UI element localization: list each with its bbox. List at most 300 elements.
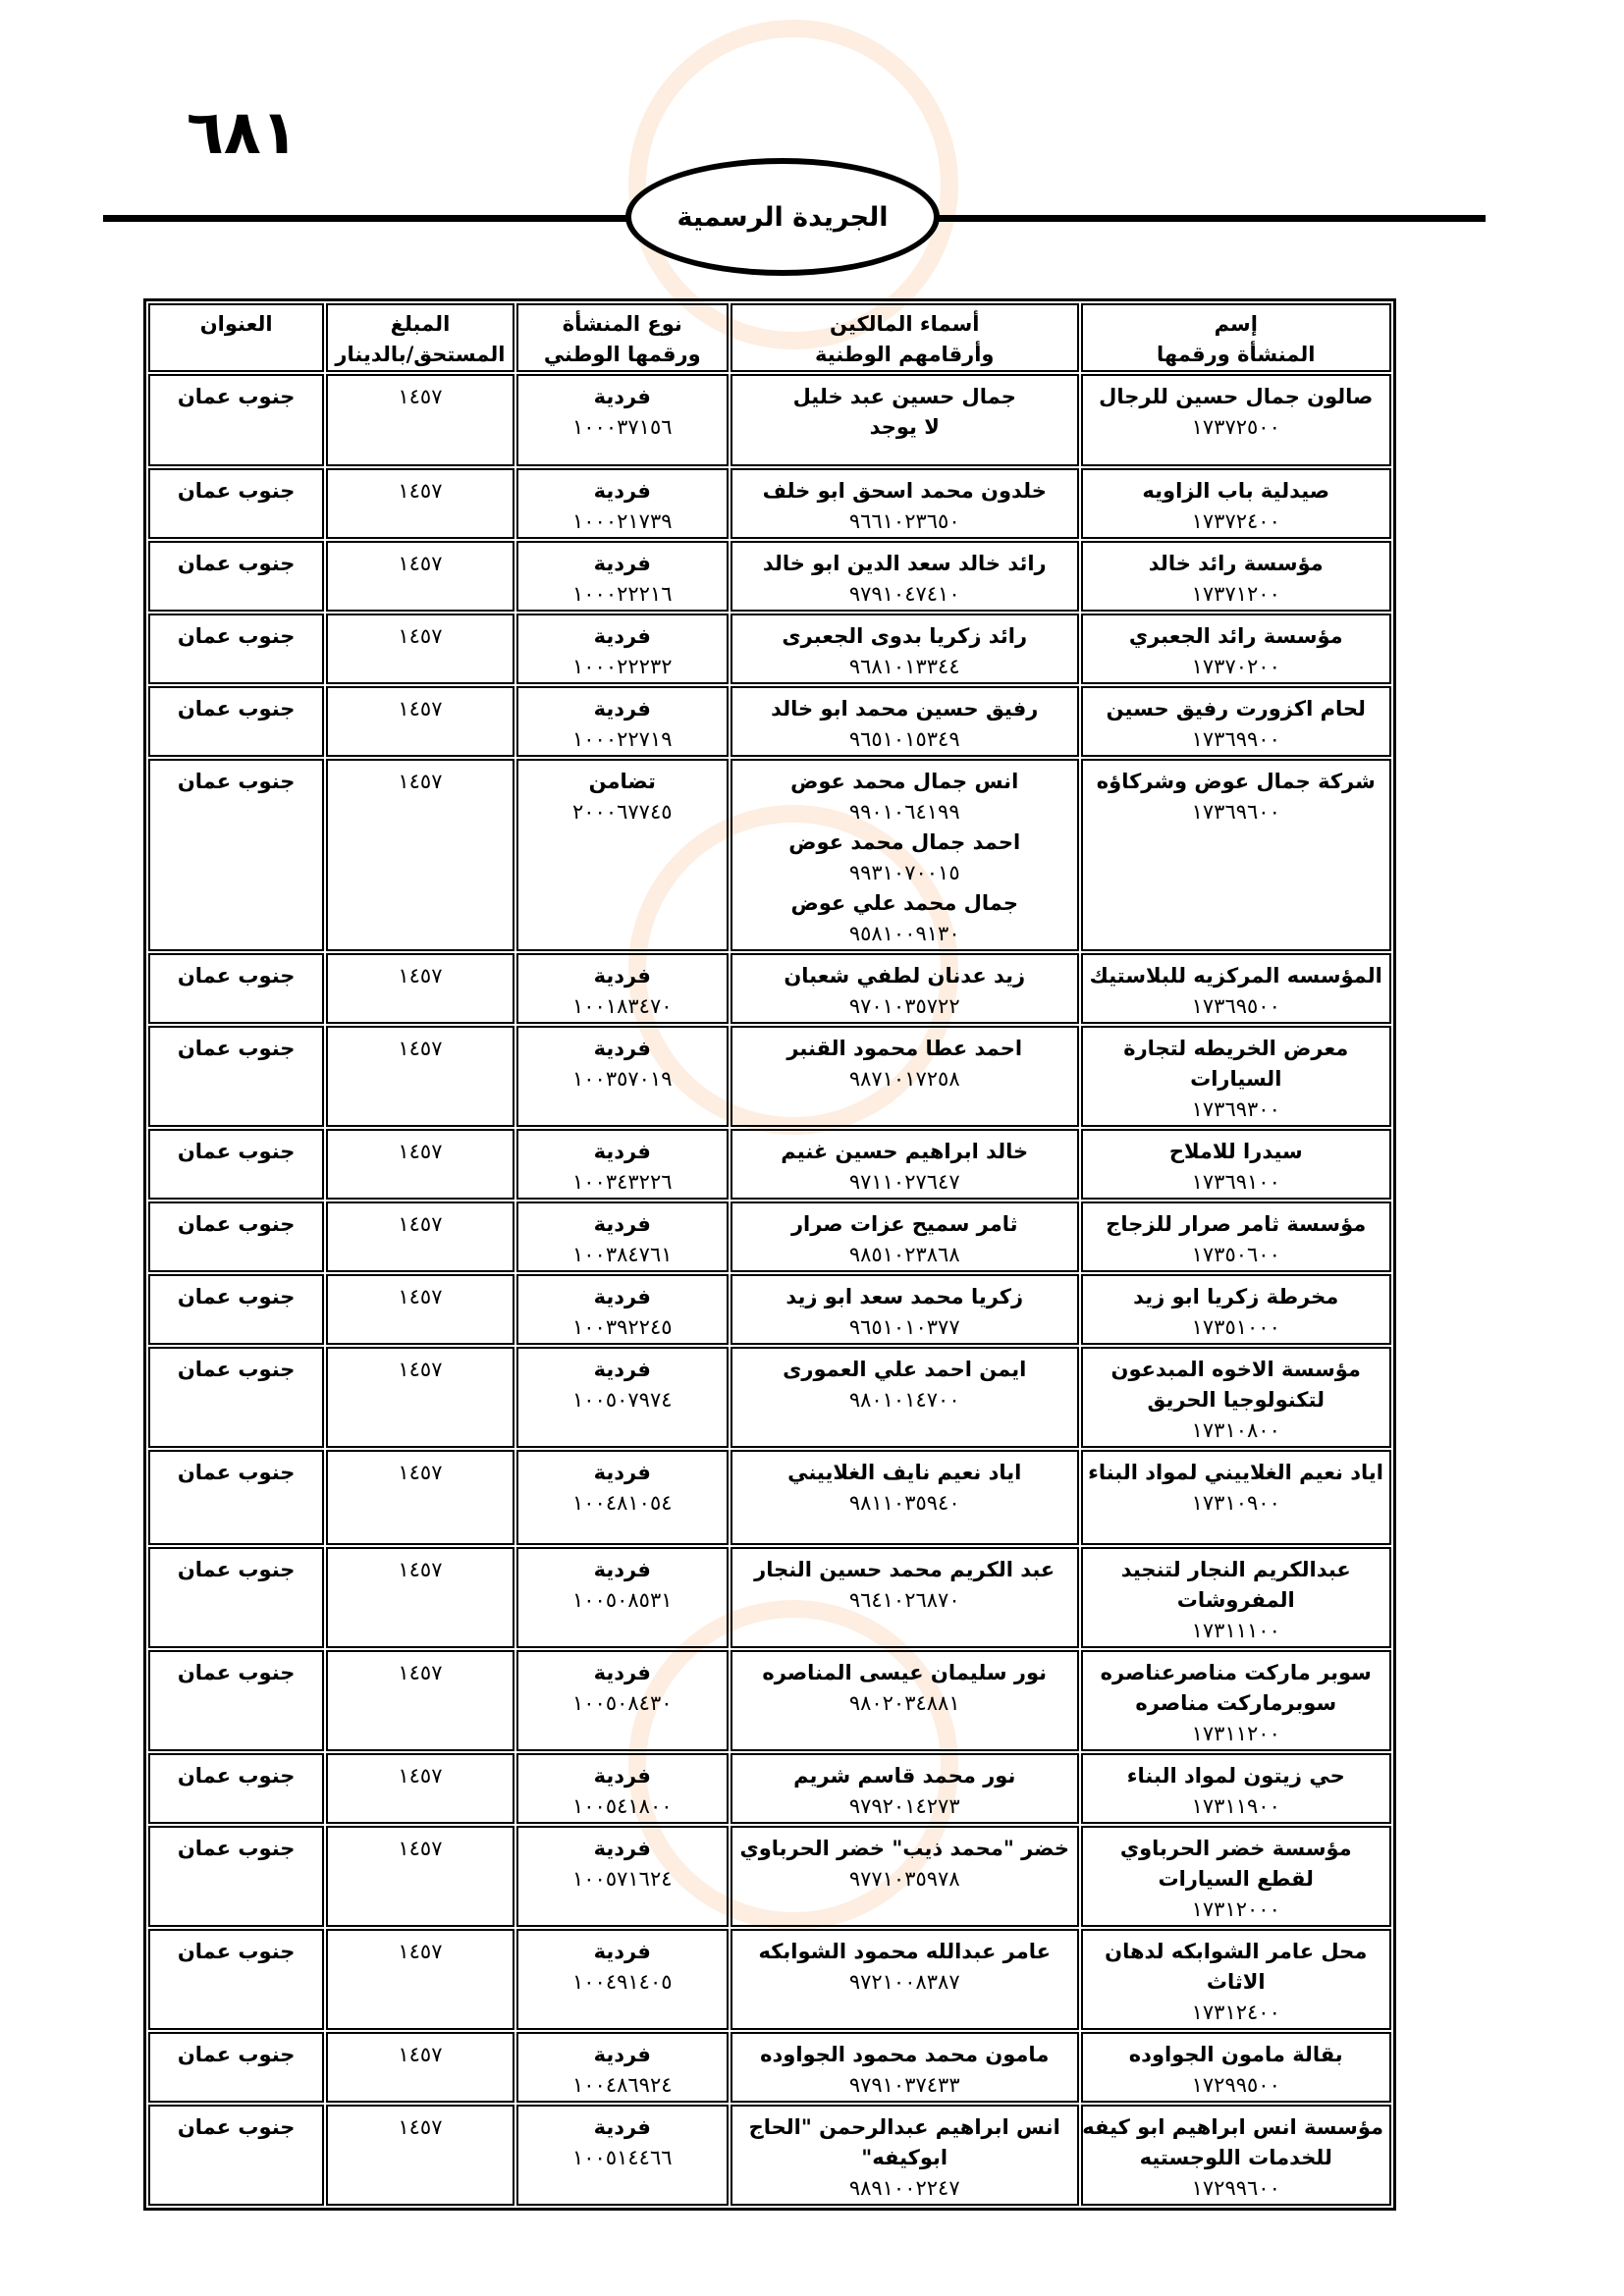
cell-amount <box>326 686 514 757</box>
cell-establishment <box>1081 2032 1392 2103</box>
establishment-type: فردية <box>593 1285 651 1308</box>
amount-due: ١٤٥٧ <box>398 1837 443 1860</box>
cell-owners <box>731 759 1079 951</box>
establishment-type: فردية <box>593 1037 651 1060</box>
establishment-type: فردية <box>593 2115 651 2139</box>
cell-establishment <box>1081 468 1392 539</box>
cell-type <box>516 1826 729 1927</box>
header-line: نوع المنشأة <box>562 312 682 336</box>
cell-establishment <box>1081 1347 1392 1448</box>
cell-type <box>516 1650 729 1751</box>
header-line: وأرقامهم الوطنية <box>814 343 995 366</box>
address: جنوب عمان <box>177 1358 296 1381</box>
amount-due: ١٤٥٧ <box>398 964 443 988</box>
establishment-line: ١٧٣٦٩٥٠٠ <box>1191 994 1280 1018</box>
cell-amount <box>326 541 514 612</box>
owner-line: ٩٦٦١٠٢٣٦٥٠ <box>848 509 960 533</box>
cell-amount <box>326 468 514 539</box>
cell-amount <box>326 953 514 1024</box>
establishment-line: اياد نعيم الغلاييني لمواد البناء <box>1088 1461 1383 1484</box>
cell-establishment <box>1081 1650 1392 1751</box>
cell-establishment <box>1081 1753 1392 1824</box>
cell-owners <box>731 2032 1079 2103</box>
establishment-type: فردية <box>593 1940 651 1963</box>
cell-type <box>516 1753 729 1824</box>
owner-line: ٩٨٧١٠١٧٢٥٨ <box>848 1067 960 1091</box>
owner-line: رفيق حسين محمد ابو خالد <box>771 697 1039 721</box>
cell-address <box>148 1753 324 1824</box>
gazette-title-oval <box>625 158 940 276</box>
amount-due: ١٤٥٧ <box>398 2115 443 2139</box>
establishment-line: سوبرماركت مناصره <box>1135 1691 1337 1715</box>
owner-line: نور سليمان عيسى المناصره <box>762 1661 1048 1684</box>
cell-address <box>148 2105 324 2206</box>
col-header-address <box>148 303 324 372</box>
amount-due: ١٤٥٧ <box>398 552 443 575</box>
cell-amount <box>326 1753 514 1824</box>
establishment-line: لحام اكزورت رفيق حسين <box>1106 697 1366 721</box>
owner-line: ٩٧١١٠٢٧٦٤٧ <box>848 1170 960 1194</box>
cell-owners <box>731 1450 1079 1545</box>
amount-due: ١٤٥٧ <box>398 479 443 503</box>
type-national-number: ١٠٠٤٨١٠٥٤ <box>572 1491 673 1515</box>
owner-line: ٩٩٣١٠٧٠٠١٥ <box>848 861 960 884</box>
owner-line: ٩٨٥١٠٢٣٨٦٨ <box>848 1243 960 1266</box>
cell-type <box>516 2105 729 2206</box>
cell-owners <box>731 614 1079 684</box>
cell-establishment <box>1081 1201 1392 1272</box>
address: جنوب عمان <box>177 1212 296 1236</box>
establishment-line: ١٧٣٥١٠٠٠ <box>1191 1315 1280 1339</box>
table-row <box>148 1650 1391 1751</box>
amount-due: ١٤٥٧ <box>398 1358 443 1381</box>
cell-address <box>148 541 324 612</box>
establishment-line: المفروشات <box>1176 1588 1295 1612</box>
establishment-line: ١٧٣١١١٠٠ <box>1191 1619 1280 1642</box>
cell-address <box>148 1201 324 1272</box>
owner-line: خالد ابراهيم حسين غنيم <box>781 1140 1029 1163</box>
establishment-line: محل عامر الشوابكه لدهان <box>1105 1940 1368 1963</box>
establishment-line: سيدرا للاملاح <box>1168 1140 1303 1163</box>
cell-type <box>516 614 729 684</box>
address: جنوب عمان <box>177 1940 296 1963</box>
establishment-type: فردية <box>593 1558 651 1581</box>
establishment-line: ١٧٣١٢٠٠٠ <box>1191 1897 1280 1921</box>
cell-amount <box>326 2105 514 2206</box>
owner-line: ٩٧٩٢٠١٤٢٧٣ <box>848 1794 960 1818</box>
address: جنوب عمان <box>177 1037 296 1060</box>
cell-type <box>516 1129 729 1200</box>
owner-line: جمال حسين عبد خليل <box>792 385 1016 408</box>
table-row <box>148 374 1391 466</box>
header-line: المنشأة ورقمها <box>1157 343 1316 366</box>
establishment-line: ١٧٣٥٠٦٠٠ <box>1191 1243 1280 1266</box>
cell-owners <box>731 1129 1079 1200</box>
establishment-line: السيارات <box>1190 1067 1282 1091</box>
establishment-type: فردية <box>593 552 651 575</box>
header-line: المستحق/بالدينار <box>335 343 506 366</box>
establishment-line: بقالة مامون الجواوده <box>1128 2043 1343 2066</box>
establishment-line: ١٧٣٧٢٤٠٠ <box>1191 509 1280 533</box>
cell-address <box>148 1826 324 1927</box>
type-national-number: ١٠٠٣٨٤٧٦١ <box>572 1243 673 1266</box>
cell-establishment <box>1081 614 1392 684</box>
cell-owners <box>731 2105 1079 2206</box>
address: جنوب عمان <box>177 770 296 793</box>
header-line: أسماء المالكين <box>829 312 980 336</box>
cell-establishment <box>1081 374 1392 466</box>
table-row <box>148 1274 1391 1345</box>
type-national-number: ١٠٠٤٩١٤٠٥ <box>572 1970 673 1994</box>
cell-amount <box>326 1129 514 1200</box>
owner-line: ٩٨٩١٠٠٢٢٤٧ <box>848 2176 960 2200</box>
cell-address <box>148 2032 324 2103</box>
cell-amount <box>326 1026 514 1127</box>
establishment-line: ١٧٣١٠٨٠٠ <box>1191 1418 1280 1442</box>
establishments-table <box>143 298 1396 2211</box>
table-row <box>148 759 1391 951</box>
establishment-line: لقطع السيارات <box>1158 1867 1314 1891</box>
cell-type <box>516 1274 729 1345</box>
owner-line: ايمن احمد علي العمورى <box>783 1358 1027 1381</box>
establishment-line: المؤسسه المركزيه للبلاستيك <box>1089 964 1382 988</box>
owner-line: مامون محمد محمود الجواوده <box>760 2043 1050 2066</box>
table-header-row <box>148 303 1391 372</box>
amount-due: ١٤٥٧ <box>398 1037 443 1060</box>
address: جنوب عمان <box>177 552 296 575</box>
amount-due: ١٤٥٧ <box>398 1661 443 1684</box>
type-national-number: ١٠٠٠٢٢٧١٩ <box>572 727 673 751</box>
cell-type <box>516 374 729 466</box>
establishment-type: فردية <box>593 1837 651 1860</box>
establishment-type: فردية <box>593 1764 651 1788</box>
table-row <box>148 1929 1391 2030</box>
table-row <box>148 541 1391 612</box>
amount-due: ١٤٥٧ <box>398 1285 443 1308</box>
owner-line: لا يوجد <box>869 415 940 439</box>
establishment-line: صالون جمال حسين للرجال <box>1099 385 1374 408</box>
establishment-line: شركة جمال عوض وشركاؤه <box>1096 770 1376 793</box>
amount-due: ١٤٥٧ <box>398 1940 443 1963</box>
establishment-line: ١٧٣١٠٩٠٠ <box>1191 1491 1280 1515</box>
address: جنوب عمان <box>177 964 296 988</box>
cell-amount <box>326 1650 514 1751</box>
cell-type <box>516 2032 729 2103</box>
establishment-type: فردية <box>593 624 651 648</box>
cell-type <box>516 541 729 612</box>
cell-establishment <box>1081 1274 1392 1345</box>
owner-line: جمال محمد علي عوض <box>790 891 1018 915</box>
table-row <box>148 1753 1391 1824</box>
owner-line: احمد جمال محمد عوض <box>788 830 1021 854</box>
cell-address <box>148 759 324 951</box>
address: جنوب عمان <box>177 1140 296 1163</box>
table-row <box>148 1450 1391 1545</box>
cell-establishment <box>1081 1929 1392 2030</box>
type-national-number: ١٠٠٣٤٣٢٢٦ <box>572 1170 673 1194</box>
establishment-type: فردية <box>593 1461 651 1484</box>
establishment-line: حي زيتون لمواد البناء <box>1126 1764 1345 1788</box>
owner-line: احمد عطا محمود القنبر <box>786 1037 1023 1060</box>
owner-line: اياد نعيم نايف الغلاييني <box>787 1461 1022 1484</box>
owner-line: ٩٧٩١٠٣٧٤٣٣ <box>848 2073 960 2097</box>
cell-establishment <box>1081 953 1392 1024</box>
establishment-line: مؤسسة الاخوه المبدعون <box>1110 1358 1361 1381</box>
owner-line: رائد زكريا بدوى الجعبرى <box>782 624 1028 648</box>
cell-amount <box>326 1547 514 1648</box>
establishment-line: ١٧٢٩٩٦٠٠ <box>1191 2176 1280 2200</box>
cell-address <box>148 614 324 684</box>
establishment-type: تضامن <box>588 770 656 793</box>
owner-line: انس ابراهيم عبدالرحمن "الحاج <box>748 2115 1060 2139</box>
cell-address <box>148 1347 324 1448</box>
owner-line: عبد الكريم محمد حسين النجار <box>754 1558 1056 1581</box>
type-national-number: ٢٠٠٠٦٧٧٤٥ <box>572 800 673 824</box>
amount-due: ١٤٥٧ <box>398 770 443 793</box>
owner-line: ٩٥٨١٠٠٩١٣٠ <box>848 922 960 945</box>
establishment-line: ١٧٣٧٠٢٠٠ <box>1191 655 1280 678</box>
col-header-amount <box>326 303 514 372</box>
address: جنوب عمان <box>177 1285 296 1308</box>
establishment-line: الاثاث <box>1206 1970 1266 1994</box>
table-row <box>148 2032 1391 2103</box>
table-row <box>148 1826 1391 1927</box>
cell-address <box>148 1274 324 1345</box>
establishment-line: للخدمات اللوجستيه <box>1139 2146 1332 2169</box>
cell-address <box>148 1929 324 2030</box>
type-national-number: ١٠٠٠٢٢٢١٦ <box>572 582 673 606</box>
cell-address <box>148 1650 324 1751</box>
header-line: المبلغ <box>390 312 451 336</box>
establishment-type: فردية <box>593 697 651 721</box>
owner-line: ابوكيفه" <box>861 2146 948 2169</box>
establishment-type: فردية <box>593 964 651 988</box>
establishment-line: ١٧٣٦٩٩٠٠ <box>1191 727 1280 751</box>
owner-line: نور محمد قاسم شريم <box>793 1764 1016 1788</box>
table-row <box>148 1547 1391 1648</box>
address: جنوب عمان <box>177 624 296 648</box>
cell-address <box>148 686 324 757</box>
owner-line: ٩٨٠١٠١٤٧٠٠ <box>848 1388 960 1412</box>
cell-owners <box>731 1547 1079 1648</box>
owner-line: خضر "محمد ذيب" خضر الحرباوي <box>739 1837 1069 1860</box>
owner-line: انس جمال محمد عوض <box>790 770 1019 793</box>
address: جنوب عمان <box>177 697 296 721</box>
owner-line: زكريا محمد سعد ابو زيد <box>785 1285 1024 1308</box>
owner-line: ٩٦٥١٠١٠٣٧٧ <box>848 1315 960 1339</box>
establishment-line: مؤسسة رائد الجعبري <box>1128 624 1343 648</box>
cell-address <box>148 1450 324 1545</box>
owner-line: ٩٩٠١٠٦٤١٩٩ <box>848 800 960 824</box>
amount-due: ١٤٥٧ <box>398 1212 443 1236</box>
cell-establishment <box>1081 541 1392 612</box>
cell-establishment <box>1081 1547 1392 1648</box>
cell-establishment <box>1081 1450 1392 1545</box>
col-header-type <box>516 303 729 372</box>
type-national-number: ١٠٠٥٤١٨٠٠ <box>572 1794 673 1818</box>
cell-establishment <box>1081 759 1392 951</box>
cell-amount <box>326 374 514 466</box>
cell-owners <box>731 1201 1079 1272</box>
type-national-number: ١٠٠٠٢٢٢٣٢ <box>572 655 673 678</box>
cell-type <box>516 1547 729 1648</box>
cell-owners <box>731 541 1079 612</box>
type-national-number: ١٠٠٠٣٧١٥٦ <box>572 415 673 439</box>
cell-amount <box>326 1826 514 1927</box>
type-national-number: ١٠٠٥١٤٤٦٦ <box>572 2146 673 2169</box>
header-line: إسم <box>1214 312 1258 336</box>
cell-amount <box>326 1347 514 1448</box>
table-row <box>148 686 1391 757</box>
cell-amount <box>326 1201 514 1272</box>
amount-due: ١٤٥٧ <box>398 1140 443 1163</box>
owner-line: ٩٦٤١٠٢٦٨٧٠ <box>848 1588 960 1612</box>
establishment-line: ١٧٣١١٢٠٠ <box>1191 1722 1280 1745</box>
owner-line: ٩٧٢١٠٠٨٣٨٧ <box>848 1970 960 1994</box>
cell-address <box>148 1129 324 1200</box>
owner-line: ٩٧٩١٠٤٧٤١٠ <box>848 582 960 606</box>
header-line: العنوان <box>199 312 273 336</box>
cell-amount <box>326 2032 514 2103</box>
cell-type <box>516 1026 729 1127</box>
establishment-line: مؤسسة رائد خالد <box>1148 552 1324 575</box>
owner-line: زيد عدنان لطفي شعبان <box>784 964 1026 988</box>
cell-owners <box>731 1753 1079 1824</box>
amount-due: ١٤٥٧ <box>398 697 443 721</box>
type-national-number: ١٠٠٠٢١٧٣٩ <box>572 509 673 533</box>
table-row <box>148 953 1391 1024</box>
cell-amount <box>326 1929 514 2030</box>
establishment-line: سوبر ماركت مناصرعناصره <box>1100 1661 1372 1684</box>
owner-line: عامر عبدالله محمود الشوابكه <box>758 1940 1051 1963</box>
amount-due: ١٤٥٧ <box>398 385 443 408</box>
owner-line: ثامر سميح عزات صرار <box>790 1212 1018 1236</box>
address: جنوب عمان <box>177 2043 296 2066</box>
owner-line: ٩٦٨١٠١٣٣٤٤ <box>848 655 960 678</box>
cell-amount <box>326 759 514 951</box>
table-row <box>148 614 1391 684</box>
page-number: ٦٨١ <box>187 96 298 168</box>
owner-line: ٩٧٠١٠٣٥٧٢٢ <box>848 994 960 1018</box>
address: جنوب عمان <box>177 479 296 503</box>
establishment-line: ١٧٣٦٩١٠٠ <box>1191 1170 1280 1194</box>
cell-owners <box>731 953 1079 1024</box>
cell-type <box>516 759 729 951</box>
establishment-line: مؤسسة انس ابراهيم ابو كيفه <box>1082 2115 1383 2139</box>
cell-type <box>516 953 729 1024</box>
header-line: ورقمها الوطني <box>543 343 701 366</box>
establishment-type: فردية <box>593 479 651 503</box>
cell-type <box>516 686 729 757</box>
address: جنوب عمان <box>177 1461 296 1484</box>
table-row <box>148 1026 1391 1127</box>
owner-line: ٩٨١١٠٣٥٩٤٠ <box>848 1491 960 1515</box>
cell-owners <box>731 1026 1079 1127</box>
amount-due: ١٤٥٧ <box>398 1461 443 1484</box>
amount-due: ١٤٥٧ <box>398 2043 443 2066</box>
address: جنوب عمان <box>177 1661 296 1684</box>
cell-amount <box>326 1274 514 1345</box>
establishment-type: فردية <box>593 1661 651 1684</box>
table-row <box>148 2105 1391 2206</box>
amount-due: ١٤٥٧ <box>398 624 443 648</box>
establishment-line: ١٧٣٦٩٣٠٠ <box>1191 1097 1280 1121</box>
type-national-number: ١٠٠٥٠٧٩٧٤ <box>572 1388 673 1412</box>
cell-establishment <box>1081 1026 1392 1127</box>
cell-type <box>516 1347 729 1448</box>
establishment-line: ١٧٣٦٩٦٠٠ <box>1191 800 1280 824</box>
cell-address <box>148 374 324 466</box>
type-national-number: ١٠٠٣٩٢٢٤٥ <box>572 1315 673 1339</box>
address: جنوب عمان <box>177 1558 296 1581</box>
cell-owners <box>731 1929 1079 2030</box>
cell-owners <box>731 686 1079 757</box>
cell-amount <box>326 614 514 684</box>
owner-line: ٩٧٧١٠٣٥٩٧٨ <box>848 1867 960 1891</box>
cell-type <box>516 468 729 539</box>
col-header-name <box>1081 303 1392 372</box>
cell-owners <box>731 374 1079 466</box>
cell-owners <box>731 1650 1079 1751</box>
establishment-type: فردية <box>593 1140 651 1163</box>
cell-address <box>148 953 324 1024</box>
col-header-owners <box>731 303 1079 372</box>
cell-amount <box>326 1450 514 1545</box>
cell-establishment <box>1081 1129 1392 1200</box>
cell-owners <box>731 1274 1079 1345</box>
establishment-line: ١٧٣٧١٢٠٠ <box>1191 582 1280 606</box>
address: جنوب عمان <box>177 385 296 408</box>
establishment-line: ١٧٣١٢٤٠٠ <box>1191 2001 1280 2024</box>
amount-due: ١٤٥٧ <box>398 1558 443 1581</box>
establishment-line: معرض الخريطه لتجارة <box>1123 1037 1349 1060</box>
table-row <box>148 1347 1391 1448</box>
cell-type <box>516 1450 729 1545</box>
type-national-number: ١٠٠٤٨٦٩٢٤ <box>572 2073 673 2097</box>
cell-type <box>516 1929 729 2030</box>
establishment-type: فردية <box>593 1358 651 1381</box>
table-row <box>148 1201 1391 1272</box>
address: جنوب عمان <box>177 2115 296 2139</box>
establishment-line: صيدلية باب الزاويه <box>1142 479 1330 503</box>
type-national-number: ١٠٠١٨٣٤٧٠ <box>572 994 673 1018</box>
cell-address <box>148 1547 324 1648</box>
table-row <box>148 468 1391 539</box>
establishment-line: عبدالكريم النجار لتنجيد <box>1120 1558 1351 1581</box>
type-national-number: ١٠٠٣٥٧٠١٩ <box>572 1067 673 1091</box>
establishment-line: ١٧٢٩٩٥٠٠ <box>1191 2073 1280 2097</box>
gazette-title: الجريدة الرسمية <box>677 201 889 233</box>
address: جنوب عمان <box>177 1764 296 1788</box>
amount-due: ١٤٥٧ <box>398 1764 443 1788</box>
cell-owners <box>731 468 1079 539</box>
establishment-line: ١٧٣١١٩٠٠ <box>1191 1794 1280 1818</box>
cell-establishment <box>1081 1826 1392 1927</box>
table-row <box>148 1129 1391 1200</box>
establishment-line: مخرطة زكريا ابو زيد <box>1133 1285 1339 1308</box>
establishment-type: فردية <box>593 385 651 408</box>
type-national-number: ١٠٠٥٧١٦٢٤ <box>572 1867 673 1891</box>
establishment-line: ١٧٣٧٢٥٠٠ <box>1191 415 1280 439</box>
cell-establishment <box>1081 686 1392 757</box>
cell-owners <box>731 1347 1079 1448</box>
owner-line: ٩٨٠٢٠٣٤٨٨١ <box>848 1691 960 1715</box>
establishment-type: فردية <box>593 1212 651 1236</box>
establishment-line: مؤسسة خضر الحرباوي <box>1119 1837 1352 1860</box>
type-national-number: ١٠٠٥٠٨٥٣١ <box>572 1588 673 1612</box>
establishment-type: فردية <box>593 2043 651 2066</box>
cell-establishment <box>1081 2105 1392 2206</box>
